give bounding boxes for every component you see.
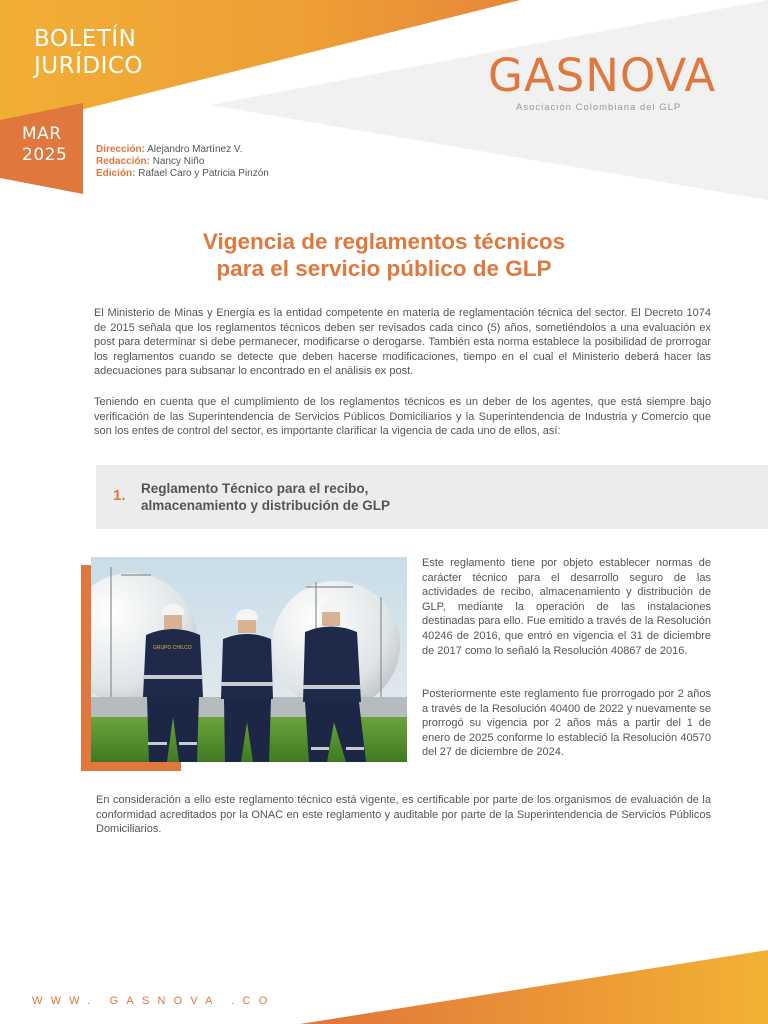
- article-title-line2: para el servicio público de GLP: [216, 256, 552, 281]
- photo-accent-bar-bottom: [81, 762, 181, 771]
- credit-value: Alejandro Martínez V.: [147, 144, 243, 155]
- credits: [96, 144, 269, 180]
- logo-tagline: Asociación Colombiana del GLP: [516, 102, 682, 113]
- article-title-line1: Vigencia de reglamentos técnicos: [202, 229, 566, 254]
- credit-label: Redacción:: [96, 156, 150, 167]
- workers-photo-illustration: [91, 557, 407, 762]
- uniform-logo-text: GRUPO CHILCO: [153, 645, 192, 651]
- logo-name: GASNOVA: [488, 49, 717, 102]
- credit-value: Rafael Caro y Patricia Pinzón: [138, 168, 269, 179]
- credit-value: Nancy Niño: [152, 156, 205, 167]
- section-number: 1.: [113, 487, 126, 504]
- issue-year: 2025: [22, 145, 68, 165]
- issue-month: MAR: [22, 124, 62, 144]
- footer-decoration: [0, 940, 768, 1024]
- issue-date: [22, 124, 67, 166]
- intro-paragraph-2: Teniendo en cuenta que el cumplimiento de los reglamentos técnicos es un deber de los agentes, que está siempre bajo verificación de las Superintendencia de Servicios Públicos Domiciliarios y la Superintendencia de Industria y Comercio que son los entes de control del sector, es importante clarificar la vigencia de cada uno de ellos, así:: [94, 396, 711, 438]
- section-paragraph-2: Posteriormente este reglamento fue prorrogado por 2 años a través de la Resolución 40400 de 2022 y nuevamente se prorrogó su vigencia por 2 años más a partir del 1 de enero de 2025 conforme lo estableció la Resolución 40570 del 27 de diciembre de 2024.: [422, 688, 711, 759]
- bulletin-title-line1: BOLETÍN: [34, 26, 137, 52]
- workers-photo: [91, 557, 407, 762]
- credit-direction: [96, 144, 269, 156]
- bulletin-title-line2: JURÍDICO: [34, 53, 144, 79]
- bulletin-title: [34, 26, 143, 80]
- credit-label: Dirección:: [96, 144, 145, 155]
- section-closing-paragraph: En consideración a ello este reglamento técnico está vigente, es certificable por parte de los organismos de evaluación de la conformidad acreditados por la ONAC en este reglamento y auditable por parte de la Superintendencia de Servicios Públicos Domiciliarios.: [96, 794, 711, 836]
- section-title: Reglamento Técnico para el recibo, almacenamiento y distribución de GLP: [141, 481, 391, 513]
- article-title: [84, 228, 684, 282]
- credit-editing-text: [96, 156, 269, 168]
- website-link[interactable]: WWW. GASNOVA .CO: [32, 995, 276, 1007]
- section-paragraph-1: Este reglamento tiene por objeto establecer normas de carácter técnico para el desarrollo seguro de las actividades de recibo, almacenamiento y distribución de GLP, mediante la operación de las instalaciones destinadas para ello. Fue emitido a través de la Resolución 40246 de 2016, que entró en vigencia el 31 de diciembre de 2017 como lo señaló la Resolución 40867 de 2016.: [422, 557, 711, 657]
- credit-edition: [96, 168, 269, 180]
- credit-label: Edición:: [96, 168, 136, 179]
- gasnova-logo: [488, 49, 720, 113]
- intro-paragraph-1: El Ministerio de Minas y Energía es la entidad competente en materia de reglamentación técnica del sector. El Decreto 1074 de 2015 señala que los reglamentos técnicos deben ser revisados cada cinco (5) años, sometiéndolos a una evaluación ex post para determinar si debe permanecer, modificarse o derogarse. También esta norma establece la posibilidad de prorrogar los reglamentos cuando se detecte que deben hacerse modificaciones, tiempo en el cual el Ministerio deberá hacer las adecuaciones para subsanar lo encontrado en el análisis ex post.: [94, 307, 711, 378]
